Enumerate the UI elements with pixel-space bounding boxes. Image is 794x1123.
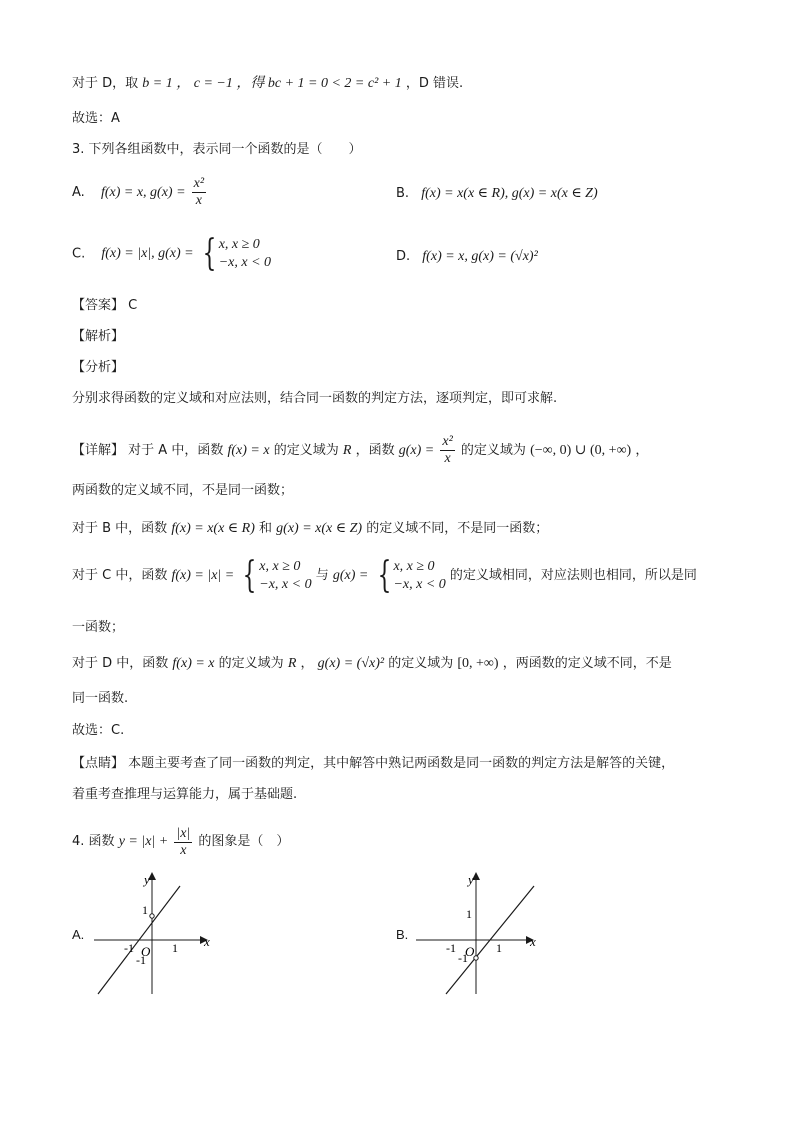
q3-choose: 故选：C. (72, 723, 125, 738)
graph-b-tick-xneg1: -1 (446, 941, 456, 955)
detail-a-num: x² (442, 434, 453, 449)
detail-b-text2: 和 (259, 521, 273, 536)
detail-c-f-case2: −x, x < 0 (259, 577, 312, 592)
detail-b-g: g(x) = x(x ∈ Z) (276, 521, 363, 536)
graph-a-tick-yneg1: -1 (136, 953, 146, 967)
detail-a-text5: ， (635, 443, 649, 458)
q3-option-c-label: C. (72, 246, 86, 262)
q4-stem (72, 824, 289, 861)
detail-c-f-case1: x, x ≥ 0 (259, 559, 301, 574)
detail-b-f: f(x) = x(x ∈ R) (171, 521, 255, 536)
point-text1: 本题主要考查了同一函数的判定，其中解答中熟记两函数是同一函数的判定方法是解答的关键， (128, 756, 675, 771)
q4-stem-num: |x| (176, 825, 191, 841)
detail-d-r: R (287, 656, 297, 671)
graph-b-y-label: y (468, 872, 474, 887)
detail-a-text3: ，函数 (355, 443, 395, 458)
graph-a-open-point (150, 914, 154, 918)
point-tag: 【点睛】 (72, 756, 125, 771)
q3-option-b (396, 185, 598, 202)
detail-d-text5: ，两函数的定义域不同，不是 (502, 656, 672, 671)
brace-icon: { (242, 555, 257, 596)
graph-a-origin: O (141, 944, 151, 959)
q3-answer (72, 296, 137, 316)
detail-a-f: f(x) = x (227, 443, 270, 458)
detail-a-text4: 的定义域为 (460, 443, 526, 458)
graph-a-tick-xneg1: -1 (124, 941, 134, 955)
detail-b-text1: 对于 B 中，函数 (72, 521, 168, 536)
detail-c-piecewise-f (238, 555, 312, 596)
graph-a-tick-y1: 1 (142, 903, 148, 917)
graph-a (88, 868, 228, 998)
detail-c-text3: 的定义域相同，对应法则也相同，所以是同 (449, 568, 697, 583)
detail-d-text4: 的定义域为 (388, 656, 454, 671)
graph-b-tick-x1: 1 (496, 941, 502, 955)
detail-c-g-case2: −x, x < 0 (393, 577, 446, 592)
graph-b-open-point (474, 956, 478, 960)
q3-option-a-den: x (195, 193, 202, 208)
point-line2: 着重考查推理与运算能力，属于基础题. (72, 787, 298, 802)
q3-option-c-case1: x, x ≥ 0 (218, 237, 260, 252)
detail-a-g: g(x) = (398, 443, 435, 458)
q3-option-b-math: f(x) = x(x ∈ R), g(x) = x(x ∈ Z) (421, 186, 598, 201)
q3-option-a-label: A. (72, 185, 85, 200)
q4-stem-suffix: 的图象是（ ） (198, 834, 290, 849)
point-line1 (72, 754, 674, 774)
detail-c-text2: 与 (315, 568, 329, 583)
detail-b-line (72, 519, 548, 539)
detail-c-f: f(x) = |x| = (171, 568, 235, 583)
fenxi-text: 分别求得函数的定义域和对应法则，结合同一函数的判定方法，逐项判定，即可求解. (72, 391, 558, 406)
detail-a-text2: 的定义域为 (273, 443, 339, 458)
q3-option-c (72, 233, 272, 274)
detail-d-domain: [0, +∞) (457, 656, 499, 671)
q3-option-c-piecewise (198, 233, 272, 274)
q4-stem-math: y = |x| + (118, 834, 169, 849)
q3-option-a (72, 176, 208, 209)
graph-b-x-label: x (530, 934, 536, 949)
q3-option-a-frac (192, 176, 206, 209)
graph-b-origin: O (465, 944, 475, 959)
q3-option-d (396, 249, 538, 265)
graph-a-label: A. (72, 927, 85, 942)
detail-a-line (72, 434, 648, 467)
q3-option-b-label: B. (396, 186, 410, 201)
detail-d-f: f(x) = x (172, 656, 215, 671)
q3-option-d-label: D. (396, 249, 411, 264)
prev-answer: 故选：A (72, 111, 120, 126)
detail-d-text2: 的定义域为 (218, 656, 284, 671)
graph-b-label: B. (396, 927, 409, 942)
detail-c-line2: 一函数； (72, 620, 125, 635)
prev-d-math: b = 1 ， c = −1 ，得 bc + 1 = 0 < 2 = c² + 1 (142, 76, 402, 91)
q3-option-c-math: f(x) = |x|, g(x) = (101, 246, 194, 261)
graph-a-y-label: y (144, 872, 150, 887)
detail-d-line2: 同一函数. (72, 691, 129, 706)
prev-d-suffix: ，D 错误. (405, 76, 464, 91)
brace-icon: { (377, 555, 391, 596)
detail-c-piecewise-g (373, 555, 446, 596)
detail-a-den: x (444, 451, 451, 466)
q3-stem: 3. 下列各组函数中，表示同一个函数的是（ ） (72, 142, 362, 157)
q3-option-a-math: f(x) = x, g(x) = (100, 185, 186, 200)
detail-d-text3: ， (300, 656, 314, 671)
answer-value: C (128, 298, 138, 313)
detail-a-line2: 两函数的定义域不同，不是同一函数； (72, 483, 294, 498)
detail-tag: 【详解】 (72, 443, 125, 458)
detail-a-domain: (−∞, 0) ∪ (0, +∞) (530, 443, 632, 458)
q3-option-d-math: f(x) = x, g(x) = (√x)² (422, 249, 538, 264)
answer-tag: 【答案】 (72, 298, 125, 313)
detail-d-text1: 对于 D 中，函数 (72, 656, 169, 671)
analysis-tag: 【解析】 (72, 329, 125, 344)
detail-b-text3: 的定义域不同，不是同一函数； (366, 521, 549, 536)
graph-b-tick-y1: 1 (466, 907, 472, 921)
detail-d-g: g(x) = (√x)² (317, 656, 385, 671)
q4-stem-den: x (180, 842, 187, 858)
graph-a-x-label: x (204, 934, 210, 949)
graph-b (410, 868, 550, 998)
q4-stem-prefix: 4. 函数 (72, 834, 115, 849)
detail-c-line (72, 555, 697, 596)
detail-c-g-case1: x, x ≥ 0 (393, 559, 435, 574)
q3-option-a-num: x² (193, 176, 205, 191)
detail-a-frac (440, 434, 454, 467)
graph-a-tick-x1: 1 (172, 941, 178, 955)
detail-c-g: g(x) = (332, 568, 369, 583)
q4-stem-frac (174, 826, 192, 859)
graph-b-tick-yneg1: -1 (458, 951, 468, 965)
prev-d-line (72, 74, 463, 94)
detail-a-text1: 对于 A 中，函数 (128, 443, 224, 458)
detail-d-line (72, 654, 672, 674)
q3-option-c-case2: −x, x < 0 (218, 255, 272, 270)
detail-a-r: R (342, 443, 352, 458)
brace-icon: { (202, 233, 217, 274)
detail-c-text1: 对于 C 中，函数 (72, 568, 168, 583)
fenxi-tag: 【分析】 (72, 360, 125, 375)
prev-d-prefix: 对于 D，取 (72, 76, 139, 91)
